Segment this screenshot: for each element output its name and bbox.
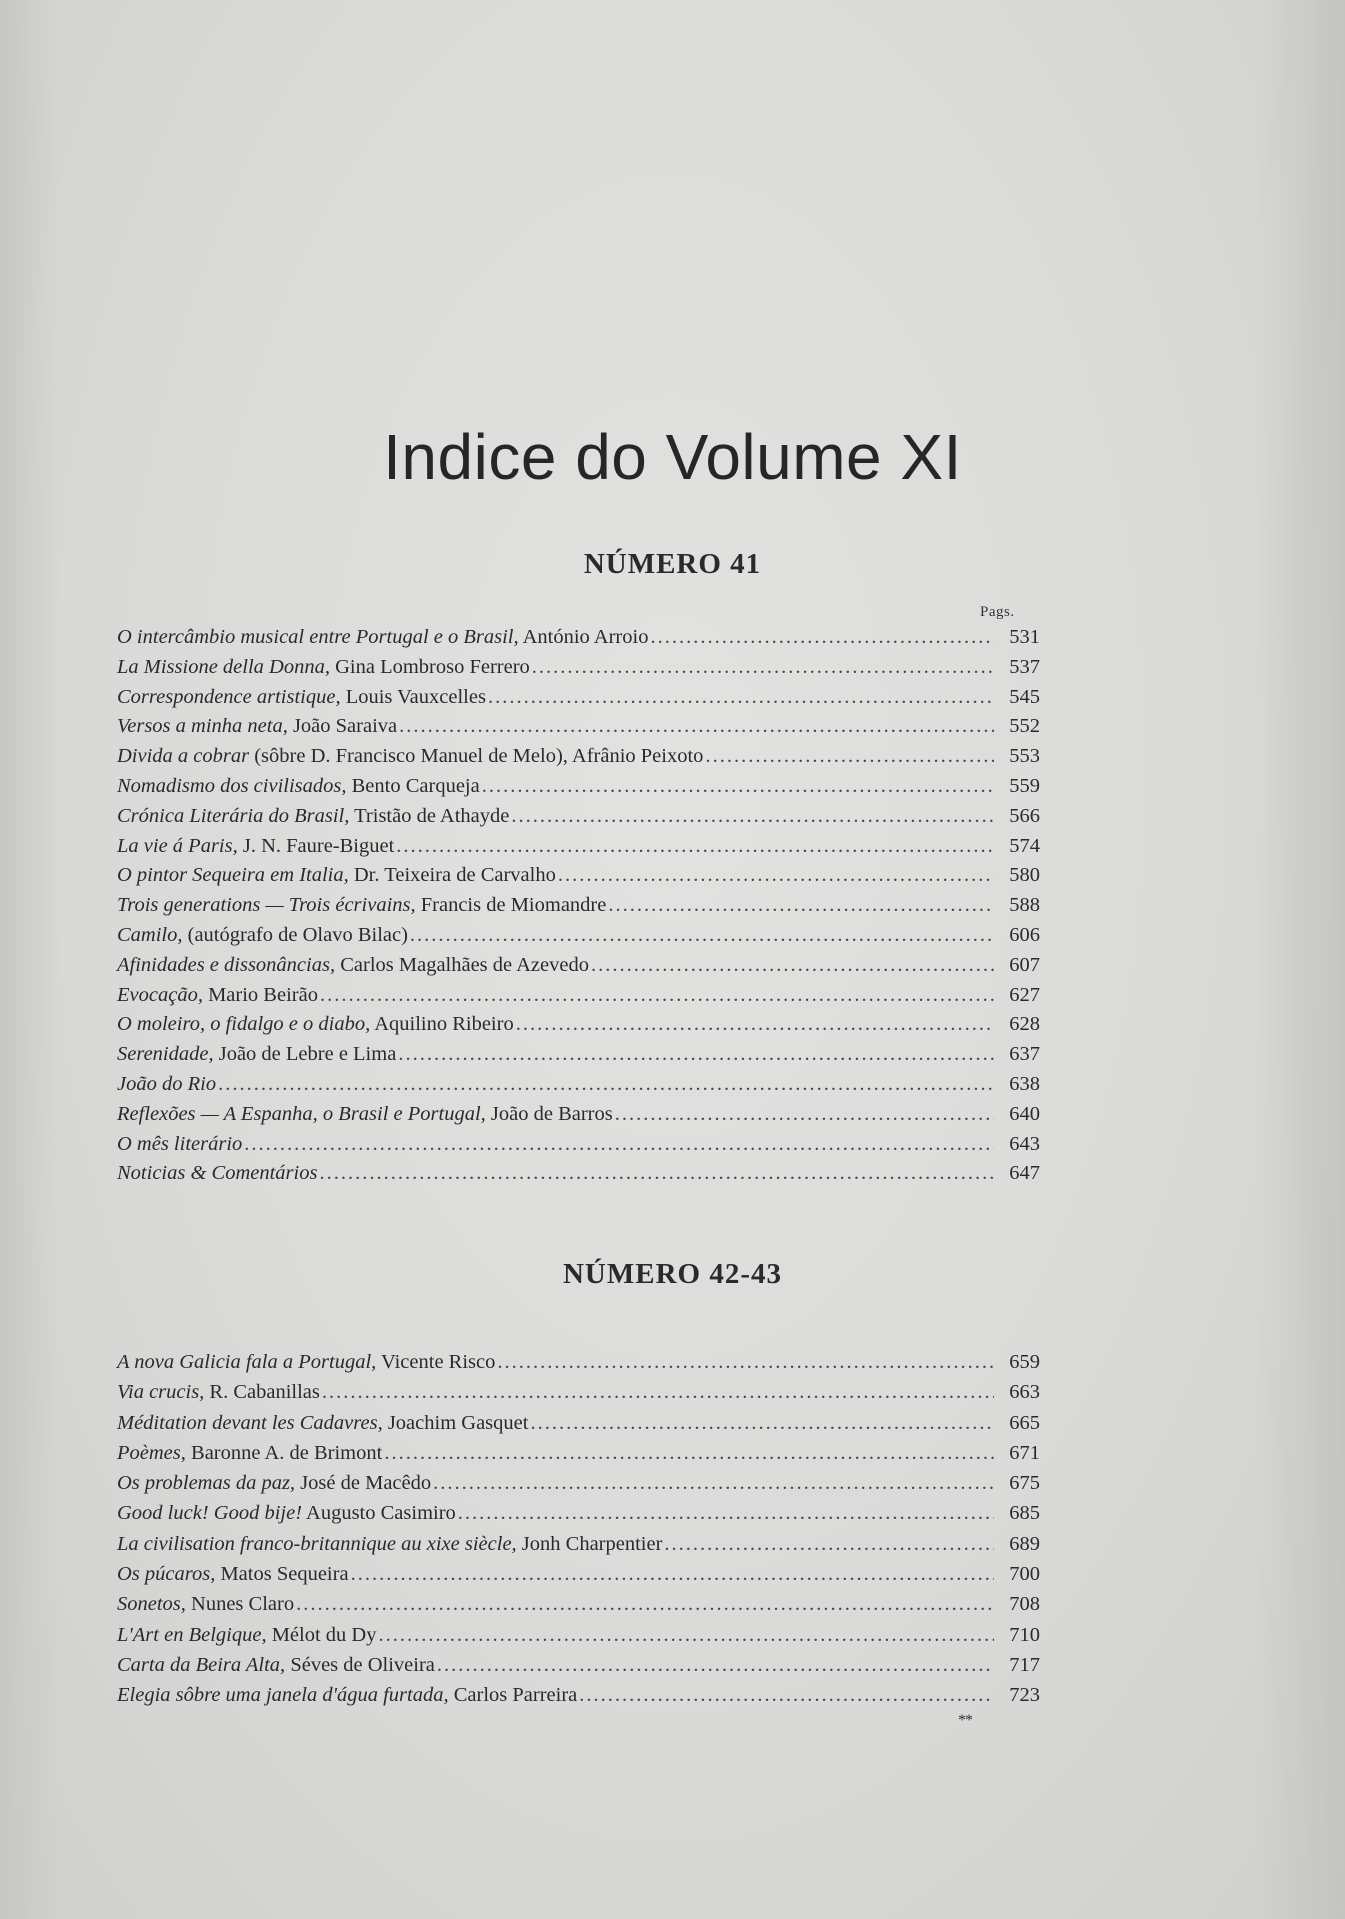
toc-entry-title: João do Rio [117,1072,217,1095]
toc-entry-title: Versos a minha neta, [117,715,288,738]
toc-entry [117,951,1040,981]
toc-entry-text [117,1070,216,1100]
toc-entry [117,861,1040,891]
toc-entry-author: R. Cabanillas [204,1381,320,1404]
printer-ornament: ** [958,1712,972,1729]
toc-entry-text [117,1130,242,1160]
toc-entry-text [117,1680,577,1710]
toc-entry-author: Dr. Teixeira de Carvalho [348,864,556,887]
dot-leader [705,742,994,772]
toc-entry-page-number: 627 [1009,983,1040,1006]
toc-entry-page-number: 537 [1009,655,1040,678]
toc-entry-title: Sonetos, [117,1593,186,1616]
dot-leader [532,653,994,683]
toc-entry-author: Vicente Risco [376,1351,496,1373]
toc-entry-text [117,772,480,802]
toc-entry-title: Correspondence artistique, [117,685,341,708]
toc-entry [117,1347,1040,1377]
toc-entry-author: Bento Carqueja [346,774,480,797]
toc-entry-author: Louis Vauxcelles [340,685,486,708]
toc-entry-title: Camilo, [117,923,183,946]
toc-entry-author: Baronne A. de Brimont [185,1441,383,1464]
toc-entry [117,653,1040,683]
dot-leader [511,802,994,832]
toc-entry-text [117,683,486,713]
page-title: Indice do Volume XI [383,421,962,493]
dot-leader [497,1347,994,1377]
toc-entry-text [117,1559,349,1589]
toc-entry-title: O mês literário [117,1132,243,1155]
toc-entry-text [117,1438,382,1468]
toc-entry-page-number: 545 [1009,685,1040,708]
toc-entry-author: Nunes Claro [185,1593,295,1616]
toc-entry [117,772,1040,802]
toc-entry [117,1040,1040,1070]
toc-entry-text [117,921,408,951]
dot-leader [319,1159,994,1189]
toc-entry-title: La vie á Paris, [117,834,238,857]
toc-entry-title: Serenidade, [117,1043,214,1066]
toc-entry-page-number: 708 [1009,1593,1040,1616]
toc-entry-page-number: 665 [1009,1411,1040,1434]
toc-entry-page-number: 663 [1009,1381,1040,1404]
toc-entry-text [117,1620,376,1650]
toc-entry-title: Os púcaros, [117,1563,216,1586]
toc-entry-author: Joachim Gasquet [382,1411,529,1434]
toc-entry [117,1408,1040,1438]
page-edge-shadow-left [0,0,60,1919]
toc-entry-text [117,832,394,862]
toc-entry [117,683,1040,713]
toc-entry-title: O moleiro, o fidalgo e o diabo, [117,1013,371,1036]
toc-entry-title: Afinidades e dissonâncias, [117,953,336,976]
toc-entry-text [117,1498,456,1528]
toc-entry-text [117,1468,431,1498]
dot-leader [458,1498,994,1528]
toc-entry-text [117,1010,514,1040]
toc-entry-title: A nova Galicia fala a Portugal, [117,1351,377,1373]
toc-entry-author: José de Macêdo [295,1472,432,1495]
toc-entry-text [117,1408,528,1438]
toc-entry-title: Méditation devant les Cadavres, [117,1411,383,1434]
toc-entry-page-number: 643 [1009,1132,1040,1155]
toc-entry-title: Poèmes, [117,1441,186,1464]
dot-leader [591,951,994,981]
toc-entry-page-number: 640 [1009,1102,1040,1125]
section-heading-numero-41: NÚMERO 41 [583,548,762,580]
toc-entry [117,623,1040,653]
toc-entry-page-number: 607 [1009,953,1040,976]
section-41-entries [117,623,1040,1189]
dot-leader [488,683,994,713]
toc-entry [117,1589,1040,1619]
dot-leader [351,1559,994,1589]
toc-entry [117,1070,1040,1100]
toc-entry-author: (autógrafo de Olavo Bilac) [182,923,408,946]
toc-entry-text [117,712,397,742]
toc-entry-author: Matos Sequeira [215,1563,349,1586]
toc-entry-page-number: 580 [1009,864,1040,887]
toc-entry-author: Aquilino Ribeiro [370,1013,514,1036]
toc-entry-page-number: 637 [1009,1043,1040,1066]
toc-entry [117,981,1040,1011]
dot-leader [244,1130,994,1160]
toc-entry-page-number: 717 [1009,1653,1040,1676]
dot-leader [218,1070,994,1100]
dot-leader [396,832,994,862]
toc-entry-page-number: 553 [1009,745,1040,768]
toc-entry-text [117,1159,317,1189]
toc-entry-page-number: 574 [1009,834,1040,857]
dot-leader [398,1040,994,1070]
toc-entry-author: Séves de Oliveira [285,1653,435,1676]
toc-entry-text [117,891,606,921]
toc-entry-title: Trois generations — Trois écrivains, [117,894,416,917]
toc-entry-title: Crónica Literária do Brasil, [117,804,350,827]
toc-entry-text [117,1377,320,1407]
toc-entry-author: João Saraiva [287,715,398,738]
section-42-43-entries [117,1347,1040,1711]
pages-column-label: Pags. [980,604,1015,620]
toc-entry-page-number: 685 [1009,1502,1040,1525]
toc-entry [117,742,1040,772]
toc-entry-page-number: 689 [1009,1532,1040,1555]
toc-entry-author: J. N. Faure-Biguet [237,834,395,857]
toc-entry-title: Divida a cobrar [117,745,250,768]
toc-entry [117,1529,1040,1559]
toc-entry-page-number: 675 [1009,1472,1040,1495]
toc-entry [117,1438,1040,1468]
dot-leader [482,772,994,802]
toc-entry-text [117,1347,495,1377]
toc-entry-title: O pintor Sequeira em Italia, [117,864,349,887]
toc-entry-title: L'Art en Belgique, [117,1623,267,1646]
toc-entry-page-number: 559 [1009,774,1040,797]
dot-leader [615,1100,994,1130]
toc-entry-page-number: 723 [1009,1684,1040,1707]
toc-entry-title: Elegia sôbre uma janela d'água furtada, [117,1684,449,1707]
toc-entry [117,1650,1040,1680]
dot-leader [322,1377,994,1407]
dot-leader [320,981,994,1011]
toc-entry-page-number: 647 [1009,1162,1040,1185]
dot-leader [296,1589,994,1619]
toc-entry-title: Noticias & Comentários [117,1162,318,1185]
dot-leader [558,861,994,891]
dot-leader [579,1680,994,1710]
toc-entry-title: La civilisation franco-britannique au xixe siècle, [117,1532,517,1555]
toc-entry [117,712,1040,742]
toc-entry-text [117,861,556,891]
toc-entry [117,1159,1040,1189]
toc-entry-page-number: 710 [1009,1623,1040,1646]
toc-entry-text [117,1040,396,1070]
toc-entry-text [117,1100,613,1130]
toc-entry-title: Carta da Beira Alta, [117,1653,286,1676]
toc-entry [117,1620,1040,1650]
toc-entry-text [117,802,509,832]
toc-entry-title: O intercâmbio musical entre Portugal e o Brasil, [117,626,519,648]
toc-entry-author: Mario Beirão [202,983,318,1006]
dot-leader [410,921,994,951]
toc-entry [117,1010,1040,1040]
toc-entry-title: Good luck! Good bije! [117,1502,303,1525]
toc-entry [117,891,1040,921]
toc-entry-title: Os problemas da paz, [117,1472,296,1495]
toc-entry [117,921,1040,951]
section-heading-numero-42-43: NÚMERO 42-43 [562,1258,782,1290]
dot-leader [399,712,994,742]
toc-entry-text [117,1529,662,1559]
toc-entry [117,1680,1040,1710]
toc-entry-author: Tristão de Athayde [349,804,510,827]
toc-entry-author: João de Lebre e Lima [213,1043,397,1066]
toc-entry-text [117,1589,294,1619]
toc-entry-page-number: 659 [1009,1351,1040,1373]
dot-leader [433,1468,994,1498]
toc-entry-author: Mélot du Dy [266,1623,377,1646]
toc-entry [117,1498,1040,1528]
toc-entry-author: Carlos Magalhães de Azevedo [335,953,589,976]
toc-entry-author: Francis de Miomandre [415,894,607,917]
toc-entry [117,1559,1040,1589]
toc-entry-author: João de Barros [485,1102,613,1125]
dot-leader [664,1529,994,1559]
toc-entry-text [117,653,530,683]
toc-entry-page-number: 628 [1009,1013,1040,1036]
toc-entry [117,802,1040,832]
toc-entry-text [117,951,589,981]
toc-entry-page-number: 552 [1009,715,1040,738]
dot-leader [516,1010,994,1040]
toc-entry-page-number: 531 [1009,626,1040,648]
toc-entry-author: (sôbre D. Francisco Manuel de Melo), Afrânio Peixoto [249,745,704,768]
dot-leader [378,1620,994,1650]
toc-entry-page-number: 606 [1009,923,1040,946]
toc-entry-text [117,623,648,653]
toc-entry-text [117,742,703,772]
dot-leader [384,1438,994,1468]
toc-entry-page-number: 588 [1009,894,1040,917]
toc-entry-author: Gina Lombroso Ferrero [329,655,530,678]
toc-entry [117,1468,1040,1498]
dot-leader [608,891,994,921]
toc-entry-page-number: 566 [1009,804,1040,827]
toc-entry-author: Augusto Casimiro [302,1502,456,1525]
toc-entry-page-number: 638 [1009,1072,1040,1095]
page-edge-shadow-right [1255,0,1345,1919]
dot-leader [650,623,994,653]
dot-leader [437,1650,994,1680]
toc-entry [117,1130,1040,1160]
toc-entry-author: António Arroio [518,626,649,648]
toc-entry-author: Carlos Parreira [448,1684,578,1707]
toc-entry-title: Via crucis, [117,1381,205,1404]
dot-leader [530,1408,994,1438]
toc-entry [117,832,1040,862]
toc-entry-text [117,1650,435,1680]
toc-entry-title: Evocação, [117,983,203,1006]
toc-entry-author: Jonh Charpentier [516,1532,663,1555]
toc-entry-page-number: 700 [1009,1563,1040,1586]
toc-entry-title: Nomadismo dos civilisados, [117,774,347,797]
toc-entry [117,1377,1040,1407]
toc-entry-text [117,981,318,1011]
toc-entry-title: Reflexões — A Espanha, o Brasil e Portugal, [117,1102,486,1125]
toc-entry [117,1100,1040,1130]
toc-entry-title: La Missione della Donna, [117,655,330,678]
toc-entry-page-number: 671 [1009,1441,1040,1464]
